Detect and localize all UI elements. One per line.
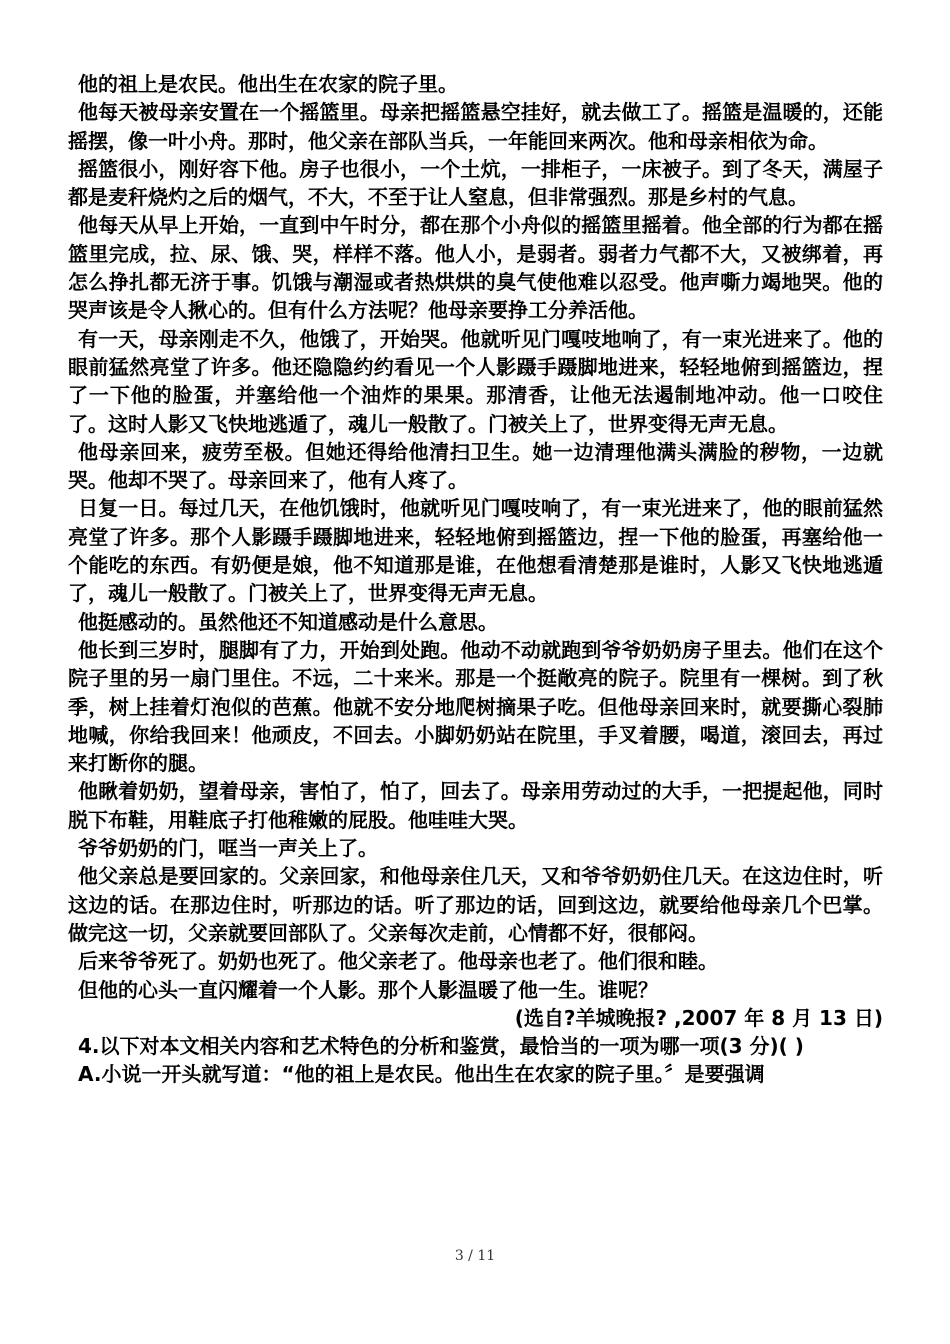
page-number: 3 / 11 bbox=[454, 1248, 496, 1264]
paragraph-14: 但他的心头一直闪耀着一个人影。那个人影温暖了他一生。谁呢？ bbox=[78, 977, 658, 1002]
question-stem: 4.以下对本文相关内容和艺术特色的分析和鉴赏，最恰当的一项为哪一项(3 分)( ) bbox=[78, 1034, 804, 1059]
paragraph-9: 他长到三岁时，腿脚有了力，开始到处跑。他动不动就跑到爷爷奶奶房子里去。他们在这个院子里的另一扇门里住。不远，二十来米。那是一个挺敞亮的院子。院里有一棵树。到了秋季，树上挂着灯泡似的芭蕉。他就不安分地爬树摘果子吃。但他母亲回来时，就要撕心裂肺地喊，你给我回来！他顽皮，不回去。小脚奶奶站在院里，手叉着腰，喝道，滚回去，再过来打断你的腿。 bbox=[68, 637, 883, 776]
paragraph-4: 他每天从早上开始，一直到中午时分，都在那个小舟似的摇篮里摇着。他全部的行为都在摇篮里完成，拉、尿、饿、哭，样样不落。他人小，是弱者。弱者力气都不大，又被绑着，再怎么挣扎都无济于事。饥饿与潮湿或者热烘烘的臭气使他难以忍受。他声嘶力竭地哭。他的哭声该是令人揪心的。但有什么方法呢？他母亲要挣工分养活他。 bbox=[68, 213, 883, 323]
document-page bbox=[68, 70, 883, 1089]
paragraph-12: 他父亲总是要回家的。父亲回家，和他母亲住几天，又和爷爷奶奶住几天。在这边住时，听这边的话。在那边住时，听那边的话。听了那边的话，回到这边，就要给他母亲几个巴掌。做完这一切，父亲就要回部队了。父亲每次走前，心情都不好，很郁闷。 bbox=[68, 864, 883, 945]
paragraph-5: 有一天，母亲刚走不久，他饿了，开始哭。他就听见门嘎吱地响了，有一束光进来了。他的眼前猛然亮堂了许多。他还隐隐约约看见一个人影蹑手蹑脚地进来，轻轻地俯到摇篮边，捏了一下他的脸蛋，并塞给他一个油炸的果果。那清香，让他无法遏制地冲动。他一口咬住了。这时人影又飞快地逃遁了，魂儿一般散了。门被关上了，世界变得无声无息。 bbox=[68, 326, 883, 436]
paragraph-13: 后来爷爷死了。奶奶也死了。他父亲老了。他母亲也老了。他们很和睦。 bbox=[78, 949, 718, 974]
paragraph-11: 爷爷奶奶的门，哐当一声关上了。 bbox=[78, 836, 378, 861]
paragraph-2: 他每天被母亲安置在一个摇篮里。母亲把摇篮悬空挂好，就去做工了。摇篮是温暖的，还能摇摆，像一叶小舟。那时，他父亲在部队当兵，一年能回来两次。他和母亲相依为命。 bbox=[68, 100, 883, 153]
paragraph-1: 他的祖上是农民。他出生在农家的院子里。 bbox=[78, 72, 458, 96]
paragraph-7: 日复一日。每过几天，在他饥饿时，他就听见门嘎吱响了，有一束光进来了，他的眼前猛然亮堂了许多。那个人影蹑手蹑脚地进来，轻轻地俯到摇篮边，捏一下他的脸蛋，再塞给他一个能吃的东西。有奶便是娘，他不知道那是谁，在他想看清楚那是谁时，人影又飞快地逃遁了，魂儿一般散了。门被关上了，世界变得无声无息。 bbox=[68, 496, 883, 606]
paragraph-6: 他母亲回来，疲劳至极。但她还得给他清扫卫生。她一边清理他满头满脸的秽物，一边就哭。他却不哭了。母亲回来了，他有人疼了。 bbox=[68, 439, 883, 493]
paragraph-8: 他挺感动的。虽然他还不知道感动是什么意思。 bbox=[78, 609, 498, 634]
paragraph-3: 摇篮很小，刚好容下他。房子也很小，一个土炕，一排柜子，一床被子。到了冬天，满屋子都是麦秆烧灼之后的烟气，不大，不至于让人窒息，但非常强烈。那是乡村的气息。 bbox=[68, 156, 883, 210]
paragraph-10: 他瞅着奶奶，望着母亲，害怕了，怕了，回去了。母亲用劳动过的大手，一把提起他，同时脱下布鞋，用鞋底子打他稚嫩的屁股。他哇哇大哭。 bbox=[68, 779, 883, 832]
source-citation: (选自?羊城晚报? ,2007 年 8 月 13 日) bbox=[514, 1005, 883, 1030]
question-option-a: A.小说一开头就写道：“他的祖上是农民。他出生在农家的院子里。〞是要强调 bbox=[78, 1062, 765, 1087]
